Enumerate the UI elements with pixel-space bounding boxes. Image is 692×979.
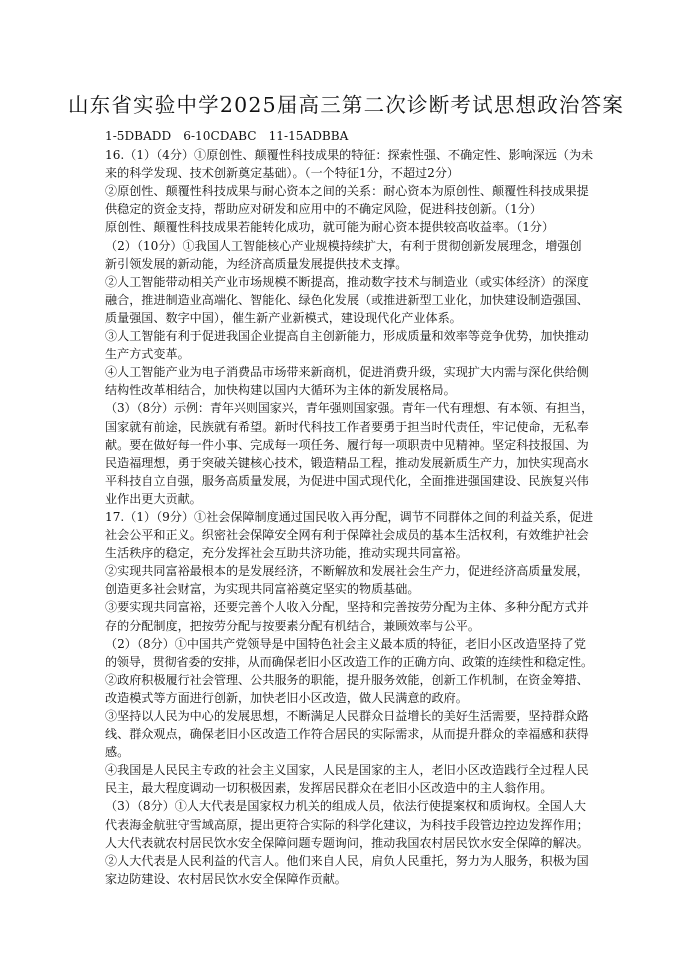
answer-text-line: ④我国是人民民主专政的社会主义国家，人民是国家的主人，老旧小区改造践行全过程人民 <box>105 763 589 778</box>
answer-text-line: 社会公平和正义。织密社会保障安全网有利于保障社会成员的基本生活权利，有效维护社会 <box>105 528 589 543</box>
answer-text-line: 业作出更大贡献。 <box>105 491 202 506</box>
answer-text-line: ②实现共同富裕最根本的是发展经济，不断解放和发展社会生产力，促进经济高质量发展， <box>105 564 589 579</box>
document-title: 山东省实验中学2025届高三第二次诊断考试思想政治答案 <box>67 93 625 117</box>
answer-text-line: 民造福理想，勇于突破关键核心技术，锻造精品工程，推动发展新质生产力，加快实现高水 <box>105 455 589 470</box>
answer-text-line: ③坚持以人民为中心的发展思想，不断满足人民群众日益增长的美好生活需要，坚持群众路 <box>105 709 589 723</box>
answer-text-line: 原创性、颠覆性科技成果若能转化成功，就可能为耐心资本提供较高收益率。（1分） <box>105 220 555 235</box>
answer-text-line: 新引领发展的新动能，为经济高质量发展提供技术支撑。 <box>105 256 408 271</box>
answer-text-line: 的领导，贯彻省委的安排，从而确保老旧小区改造工作的正确方向、政策的连续性和稳定性。 <box>105 654 593 669</box>
answer-text-line: 生活秩序的稳定，充分发挥社会互助共济功能，推动实现共同富裕。 <box>105 546 468 561</box>
answer-text-line: 融合，推进制造业高端化、智能化、绿色化发展（或推进新型工业化，加快建设制造强国、 <box>105 292 589 307</box>
answer-text-line: 感。 <box>105 745 130 760</box>
answer-text-line: 平科技自立自强，服务高质量发展，为促进中国式现代化，全面推进强国建设、民族复兴伟 <box>105 473 589 488</box>
answer-text-line: （2）（10分）①我国人工智能核心产业规模持续扩大，有利于贯彻创新发展理念，增强创 <box>105 238 582 253</box>
answer-text-line: ②人工智能带动相关产业市场规模不断提高，推动数字技术与制造业（或实体经济）的深度 <box>105 274 589 289</box>
answer-text-line: 16.（1）（4分）①原创性、颠覆性科技成果的特征：探索性强、不确定性、影响深远（为未 <box>105 148 594 163</box>
answer-text-line: 人大代表就农村居民饮水安全保障问题专题询问，推动我国农村居民饮水安全保障的解决。 <box>105 835 589 850</box>
answer-text-line: 代表海金航驻守雪域高原，提出更符合实际的科学化建议，为科技手段管边控边发挥作用； <box>105 817 589 832</box>
answer-text-line: ②原创性、颠覆性科技成果与耐心资本之间的关系：耐心资本为原创性、颠覆性科技成果提 <box>105 184 589 199</box>
answer-text-line: ③要实现共同富裕，还要完善个人收入分配，坚持和完善按劳分配为主体、多种分配方式并 <box>105 600 589 615</box>
answer-text-line: 17.（1）（9分）①社会保障制度通过国民收入再分配，调节不同群体之间的利益关系，促进 <box>105 509 594 524</box>
answer-text-line: 来的科学发现、技术创新奠定基础）。（一个特征1分，不超过2分） <box>105 166 460 181</box>
answer-text-line: （2）（8分）①中国共产党领导是中国特色社会主义最本质的特征，老旧小区改造坚持了党 <box>105 636 586 651</box>
answer-text-line: 献。要在做好每一件小事、完成每一项任务、履行每一项职责中见精神。坚定科技报国、为 <box>105 437 589 452</box>
answer-key-line: 1-5DBADD 6-10CDABC 11-15ADBBA <box>105 129 349 143</box>
answer-text-line: 供稳定的资金支持，帮助应对研发和应用中的不确定风险，促进科技创新。（1分） <box>105 202 543 217</box>
answer-text-line: ②政府积极履行社会管理、公共服务的职能，提升服务效能，创新工作机制，在资金筹措、 <box>105 672 589 687</box>
answer-text-line: 生产方式变革。 <box>105 347 190 362</box>
answer-text-line: 结构性改革相结合，加快构建以国内大循环为主体的新发展格局。 <box>105 383 456 398</box>
answer-text-line: （3）（8分）示例：青年兴则国家兴，青年强则国家强。青年一代有理想、有本领、有担当， <box>105 401 594 416</box>
answer-text-line: 家边防建设、农村居民饮水安全保障作贡献。 <box>105 871 347 886</box>
answer-text-line: 改造模式等方面进行创新，加快老旧小区改造，做人民满意的政府。 <box>105 690 468 705</box>
answer-text-line: 国家就有前途，民族就有希望。新时代科技工作者要勇于担当时代责任，牢记使命，无私奉 <box>105 419 589 434</box>
answer-text-line: ④人工智能产业为电子消费品市场带来新商机，促进消费升级，实现扩大内需与深化供给侧 <box>105 365 589 380</box>
answer-text-line: 创造更多社会财富，为实现共同富裕奠定坚实的物质基础。 <box>105 582 420 597</box>
answer-text-line: ②人大代表是人民利益的代言人。他们来自人民，肩负人民重托，努力为人服务，积极为国 <box>105 853 589 868</box>
answer-body <box>105 127 593 888</box>
answer-text-line: （3）（8分）①人大代表是国家权力机关的组成人员，依法行使提案权和质询权。全国人大 <box>105 799 586 814</box>
answer-text-line: ③人工智能有利于促进我国企业提高自主创新能力，形成质量和效率等竞争优势，加快推动 <box>105 329 589 344</box>
answer-text-line: 质量强国、数字中国），催生新产业新模式，建设现代化产业体系。 <box>105 310 462 325</box>
answer-text-line: 民主，最大程度调动一切积极因素，发挥居民群众在老旧小区改造中的主人翁作用。 <box>105 781 553 796</box>
answer-text-line: 线、群众观点，确保老旧小区改造工作符合居民的实际需求，从而提升群众的幸福感和获得 <box>105 727 589 742</box>
answer-text-line: 存的分配制度，把按劳分配与按要素分配有机结合，兼顾效率与公平。 <box>105 618 480 633</box>
